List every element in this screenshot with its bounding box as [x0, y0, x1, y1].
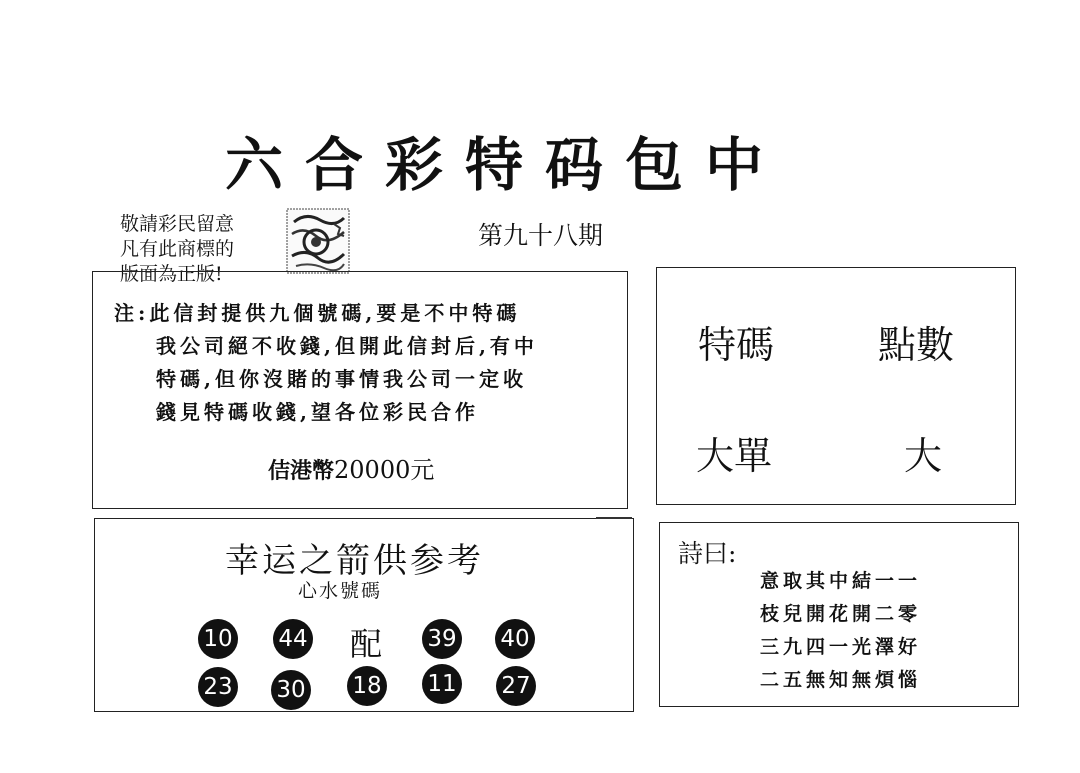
lucky-subtitle: 心水號碼 — [298, 580, 383, 602]
number-ball: 18 — [347, 666, 387, 706]
number-ball: 30 — [271, 670, 311, 710]
pair-label: 配 — [350, 625, 383, 663]
deposit-amount: 20000元 — [334, 456, 435, 484]
poem-line: 三九四一光澤好 — [760, 636, 922, 658]
poem-line: 二五無知無煩惱 — [760, 669, 922, 691]
number-ball: 27 — [496, 666, 536, 706]
points-value: 大 — [904, 434, 943, 478]
number-ball: 39 — [422, 619, 462, 659]
dragon-seal-icon — [286, 208, 350, 274]
page-title: 六合彩特码包中 — [225, 131, 786, 199]
number-ball: 11 — [422, 664, 462, 704]
deposit-line — [268, 450, 434, 485]
number-ball: 44 — [273, 619, 313, 659]
special-code-label: 特碼 — [698, 323, 775, 367]
note-line: 錢見特碼收錢,望各位彩民合作 — [156, 400, 479, 424]
issue-number: 第九十八期 — [478, 221, 604, 250]
poem-title: 詩曰: — [678, 539, 737, 568]
number-ball: 23 — [198, 667, 238, 707]
note-text — [114, 297, 538, 429]
lucky-title: 幸运之箭供参考 — [225, 541, 484, 581]
poem-text — [760, 565, 921, 697]
notice-line: 版面為正版! — [120, 263, 223, 285]
envelope-flap — [596, 517, 632, 519]
notice-line: 敬請彩民留意 — [120, 213, 235, 235]
poem-line: 枝兒開花開二零 — [760, 603, 922, 625]
number-ball: 10 — [198, 619, 238, 659]
poem-line: 意取其中結一一 — [760, 570, 922, 592]
deposit-label: 佶港幣 — [268, 458, 335, 484]
number-ball: 40 — [495, 619, 535, 659]
notice-line: 凡有此商標的 — [120, 238, 235, 260]
special-code-value: 大單 — [696, 434, 773, 478]
note-line: 注:此信封提供九個號碼,要是不中特碼 — [114, 301, 521, 325]
note-line: 我公司絕不收錢,但開此信封后,有中 — [156, 334, 538, 358]
note-line: 特碼,但你沒賭的事情我公司一定收 — [156, 367, 527, 391]
points-label: 點數 — [878, 323, 955, 367]
